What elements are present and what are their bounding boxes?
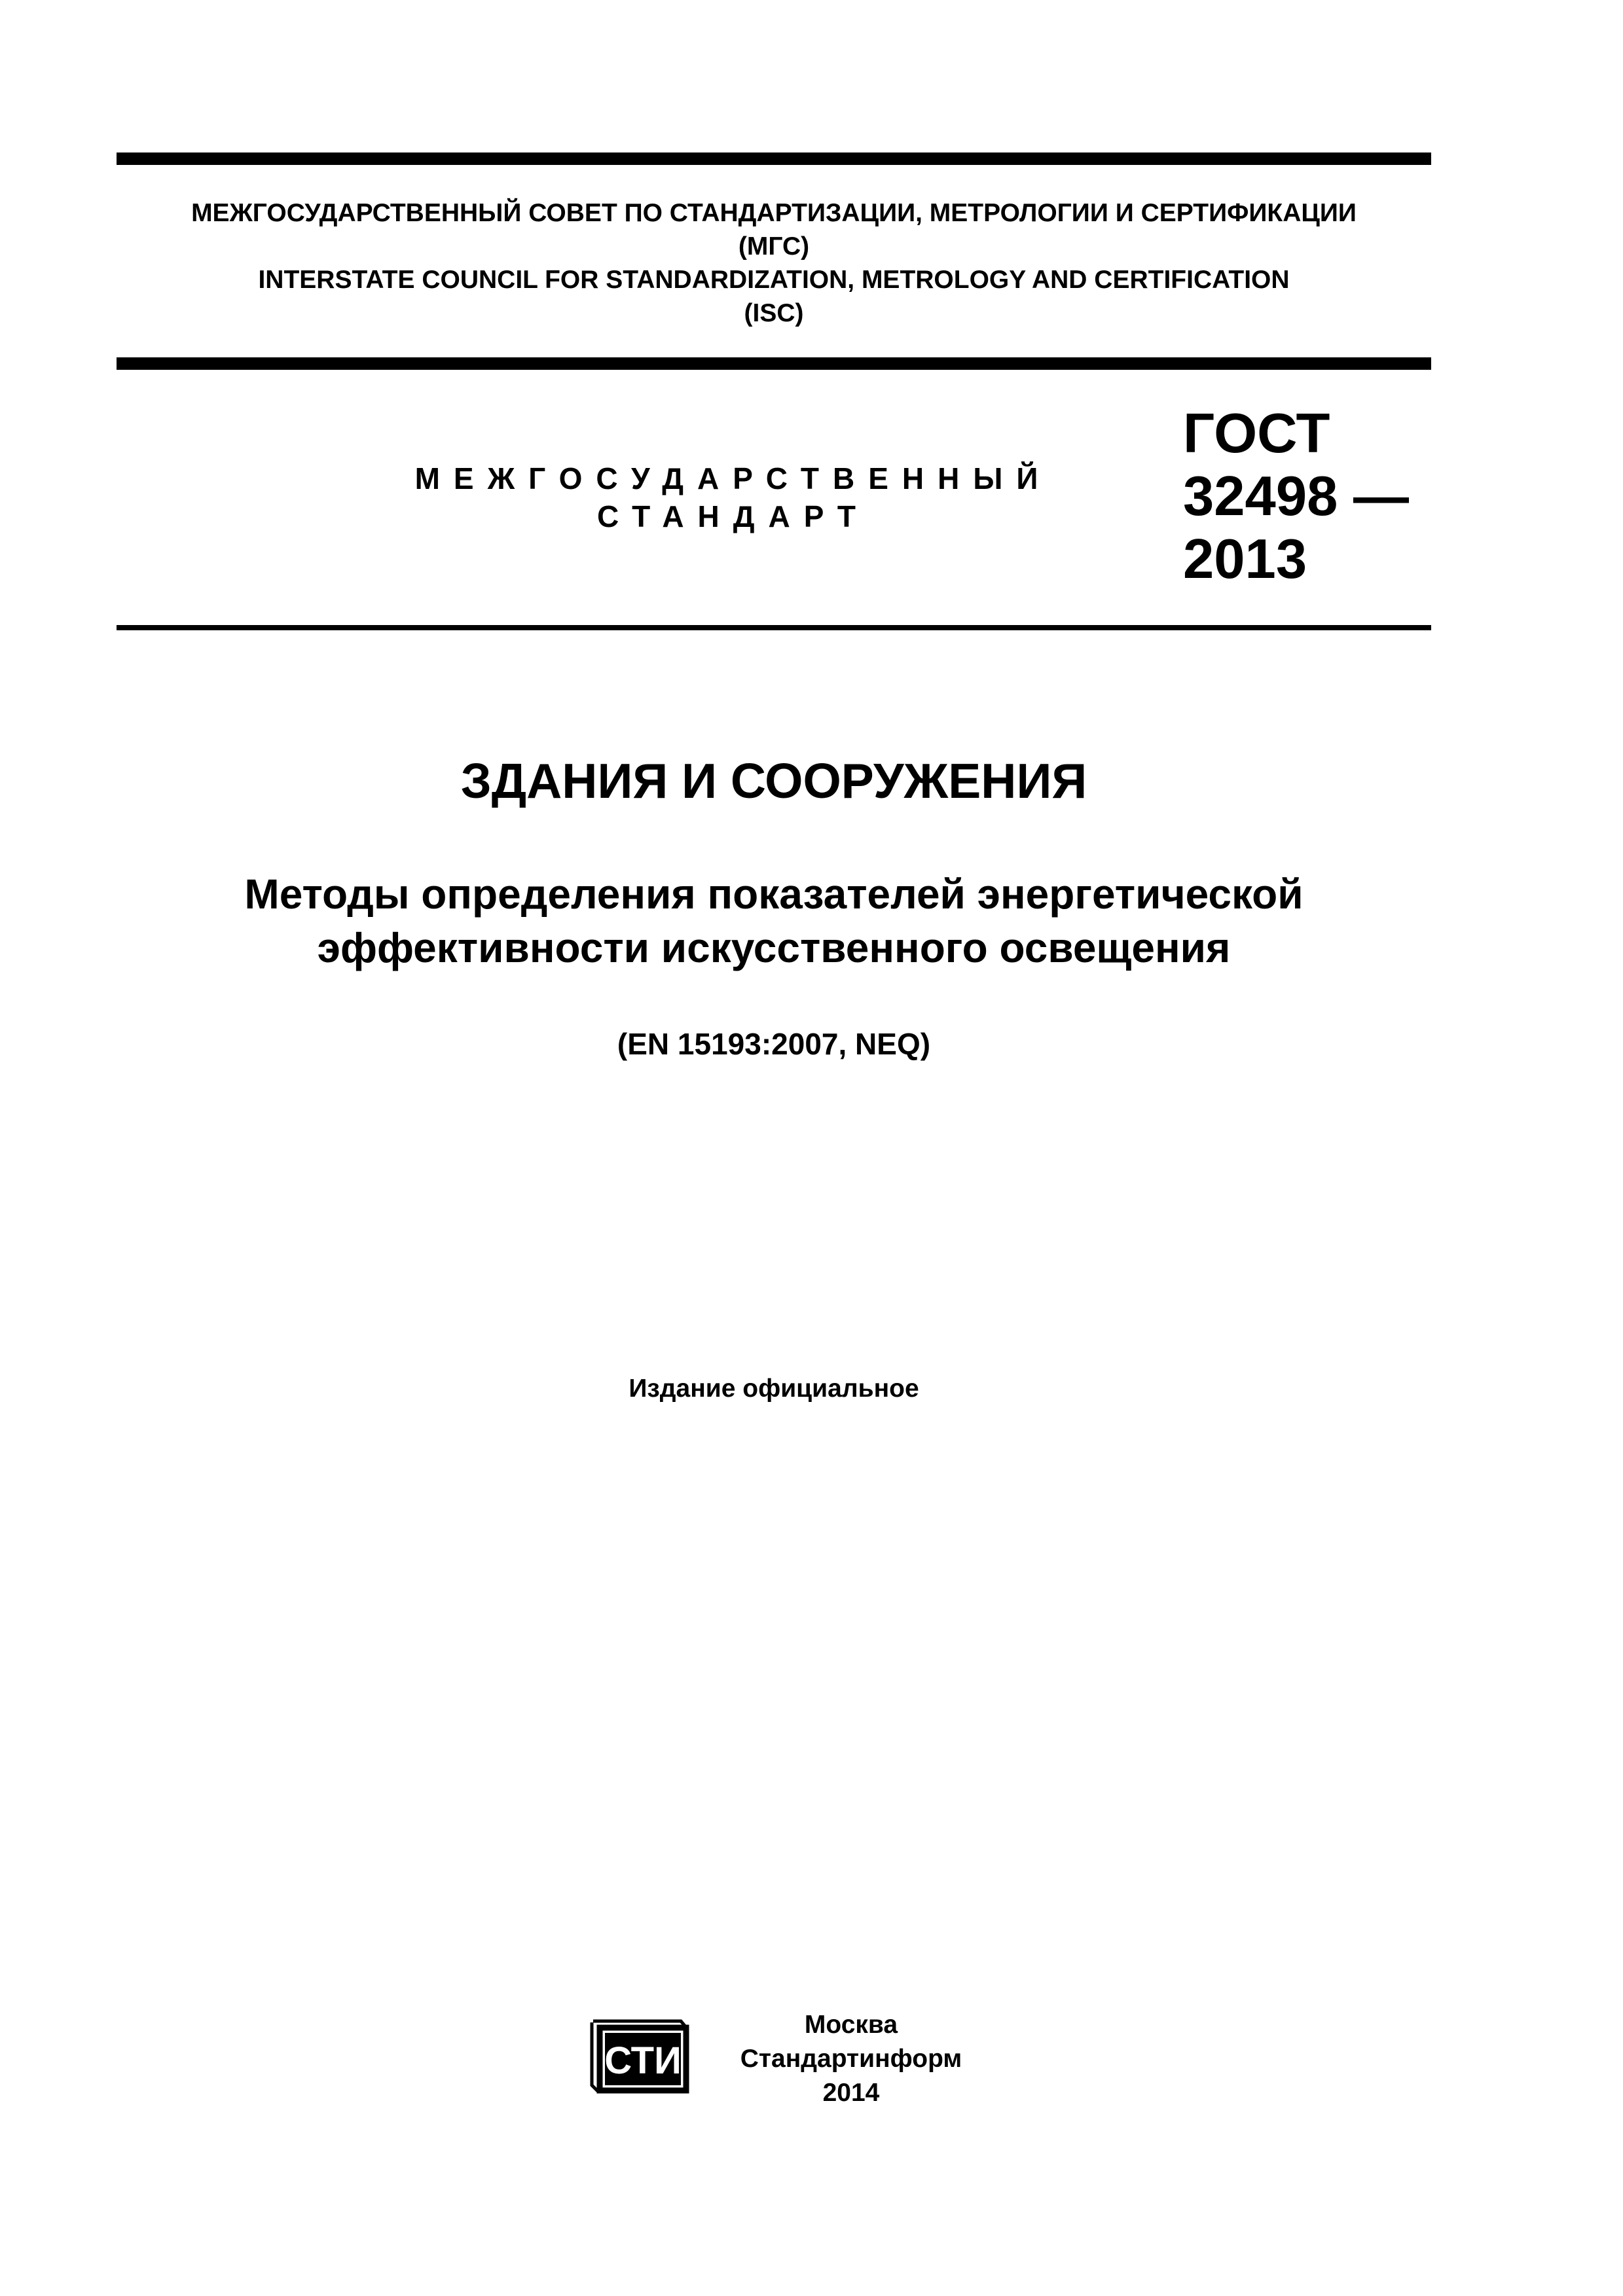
standard-designation: [1183, 403, 1409, 591]
council-name-ru: МЕЖГОСУДАРСТВЕННЫЙ СОВЕТ ПО СТАНДАРТИЗАЦИИ, МЕТРОЛОГИИ И СЕРТИФИКАЦИИ: [191, 199, 1357, 227]
subtitle-line1: Методы определения показателей энергетической: [244, 870, 1304, 918]
designation-divider: [117, 625, 1431, 630]
council-name-en: INTERSTATE COUNCIL FOR STANDARDIZATION, METROLOGY AND CERTIFICATION: [258, 266, 1290, 294]
standartinform-logo-icon: [588, 2017, 696, 2101]
document-title: ЗДАНИЯ И СООРУЖЕНИЯ: [460, 753, 1087, 808]
publisher-name: Стандартинформ: [740, 2045, 962, 2073]
subtitle-line2: эффективности искусственного освещения: [317, 924, 1231, 971]
publisher-block: [720, 2008, 982, 2110]
council-abbr-ru: (МГС): [738, 232, 810, 260]
header-divider: [117, 357, 1431, 370]
council-header: [117, 196, 1431, 330]
standard-type: [367, 459, 1100, 535]
standard-type-line2: СТАНДАРТ: [597, 499, 869, 533]
designation-prefix: ГОСТ: [1183, 403, 1330, 465]
council-abbr-en: (ISC): [744, 299, 804, 327]
designation-year: 2013: [1183, 528, 1307, 590]
standard-type-line1: МЕЖГОСУДАРСТВЕННЫЙ: [414, 461, 1052, 495]
publisher-city: Москва: [804, 2011, 898, 2039]
document-subtitle: [117, 867, 1431, 975]
designation-number: 32498 —: [1183, 465, 1409, 528]
top-divider: [117, 152, 1431, 165]
edition-note: Издание официальное: [629, 1374, 919, 1403]
logo-lettering: СТИ: [604, 2039, 682, 2082]
publisher-year: 2014: [822, 2079, 880, 2107]
standard-reference: (EN 15193:2007, NEQ): [617, 1027, 931, 1061]
